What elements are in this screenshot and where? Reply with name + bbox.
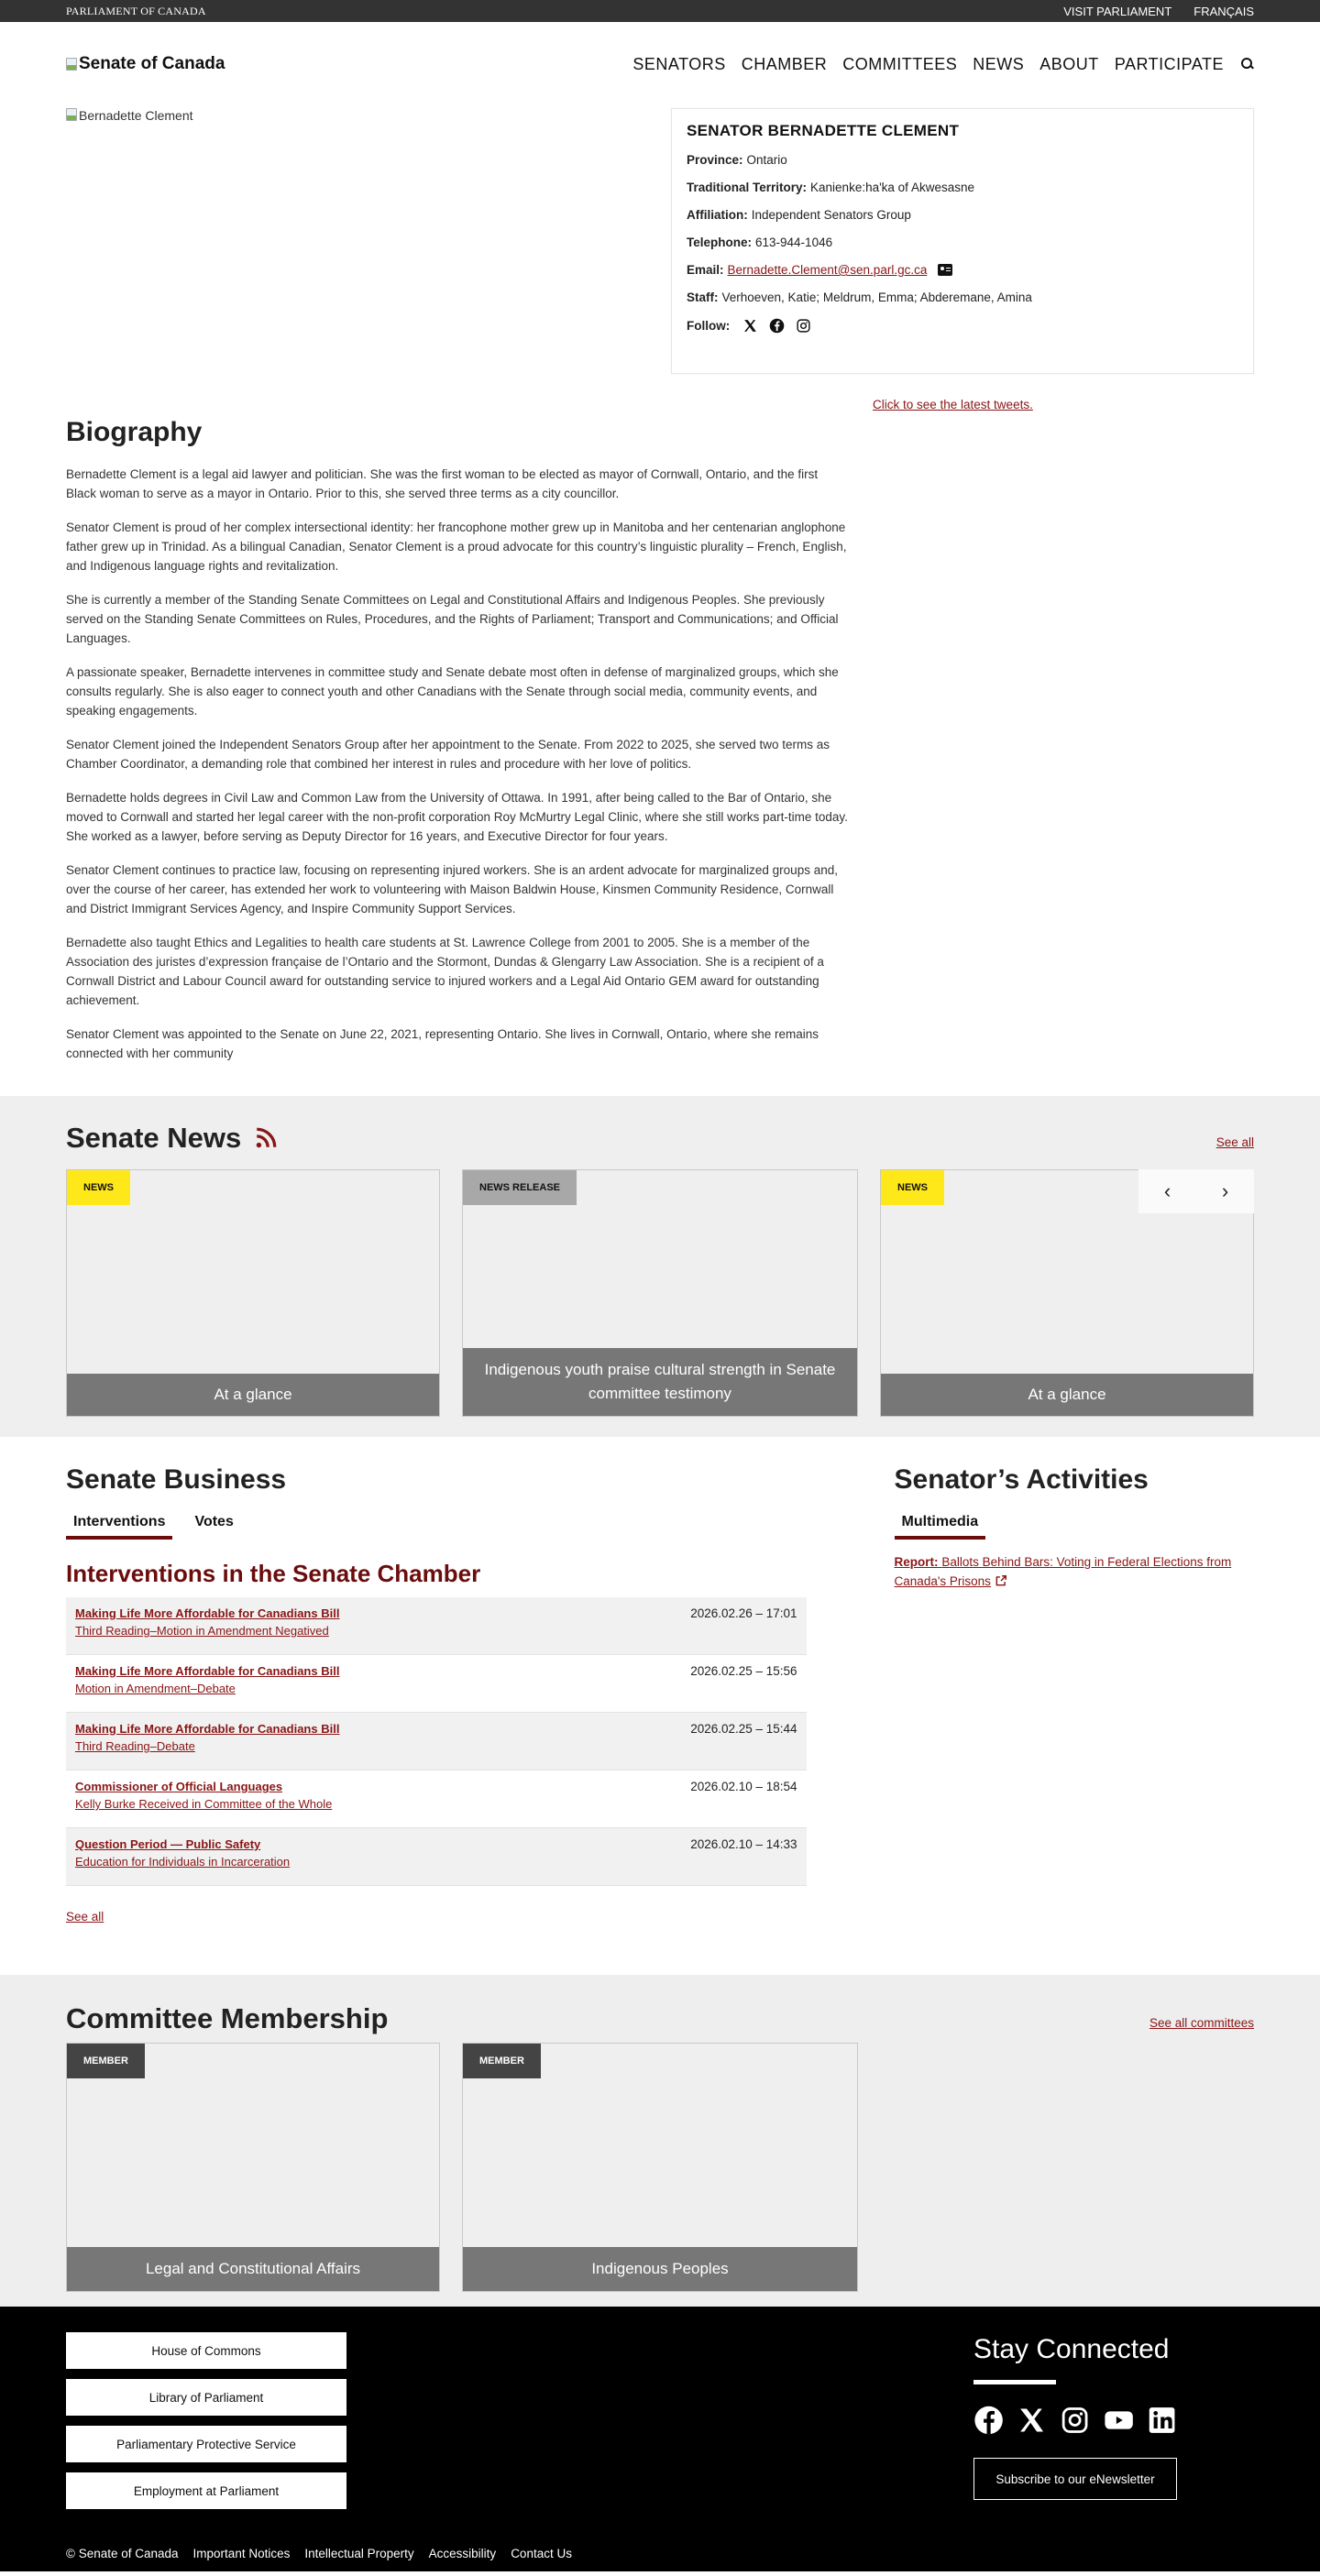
staff-row [687,290,1238,304]
territory-value: Kanienke:ha'ka of Akwesasne [810,181,974,194]
parliament-topbar [0,0,1320,22]
province-row [687,153,1238,167]
nav-chamber[interactable]: CHAMBER [741,54,828,73]
tweets-row [0,398,1320,411]
email-label: Email: [687,263,724,277]
news-see-all-link[interactable]: See all [1216,1135,1254,1149]
staff-value: Verhoeven, Katie; Meldrum, Emma; Abderemane, Amina [721,290,1032,304]
intervention-row [66,1770,807,1828]
bio-paragraph: She is currently a member of the Standing Senate Committees on Legal and Constitutional Affairs and Indigenous Peoples. She previously served on the Standing Senate Committees on Rules, Procedures, and the Rights of Parliament; Transport and Communications; and Official Languages. [66,593,839,645]
member-tag: MEMBER [463,2044,541,2078]
bio-paragraph: Senator Clement was appointed to the Senate on June 22, 2021, representing Ontario. She lives in Cornwall, Ontario, where she remains connected with her community [66,1027,819,1060]
library-of-parliament-link[interactable]: Library of Parliament [66,2379,346,2416]
bio-paragraph: Senator Clement continues to practice law, focusing on representing injured workers. She is an ardent advocate for marginalized groups and, over the course of her career, has extended her work to volunteering with Maison Baldwin House, Kinsmen Community Residence, Cornwall and District Immigrant Services Agency, and Inspire Community Support Services. [66,863,838,915]
interventions-see-all-link[interactable]: See all [66,1910,104,1924]
tab-multimedia[interactable]: Multimedia [895,1514,986,1540]
news-carousel [66,1169,1254,1417]
province-label: Province: [687,153,743,167]
senator-activities [895,1464,1254,1925]
activity-item [895,1552,1254,1591]
senate-business [66,1464,807,1925]
contact-us-link[interactable]: Contact Us [511,2547,572,2560]
carousel-controls [1138,1169,1254,1213]
affiliation-value: Independent Senators Group [751,208,911,222]
senator-profile [0,108,1320,374]
search-icon[interactable] [1241,58,1254,71]
email-link[interactable]: Bernadette.Clement@sen.parl.gc.ca [727,263,928,277]
intervention-title-link[interactable]: Making Life More Affordable for Canadians Bill [75,1606,340,1620]
activities-title: Senator’s Activities [894,1464,1149,1495]
intervention-title-link[interactable]: Question Period — Public Safety [75,1837,261,1851]
news-card[interactable] [462,1169,858,1417]
x-icon[interactable] [1017,2405,1047,2436]
intervention-row [66,1713,807,1770]
protective-service-link[interactable]: Parliamentary Protective Service [66,2426,346,2462]
senator-photo [66,108,671,374]
language-toggle-link[interactable]: FRANÇAIS [1194,4,1254,18]
intervention-title-link[interactable]: Making Life More Affordable for Canadians Bill [75,1722,340,1736]
bio-paragraph: Bernadette Clement is a legal aid lawyer and politician. She was the first woman to be elected as mayor of Cornwall, Ontario, and the first Black woman to serve as a mayor in Ontario. Prior to this, she served three terms as a city councillor. [66,467,819,500]
bio-paragraph: A passionate speaker, Bernadette intervenes in committee study and Senate debate most often in defense of marginalized groups, which she consults regularly. She is also eager to connect youth and other Canadians with the Senate through social media, community events, and speaking engagements. [66,665,839,718]
external-link-icon [995,1574,1007,1587]
broken-image-icon [66,108,77,121]
linkedin-icon[interactable] [1147,2405,1177,2436]
stay-connected [974,2334,1177,2500]
intervention-row [66,1828,807,1886]
news-tag: NEWS [67,1170,130,1205]
report-label: Report: [894,1555,939,1569]
carousel-prev-button[interactable]: ‹ [1163,1179,1172,1202]
rss-icon[interactable] [254,1126,278,1150]
intervention-row [66,1597,807,1655]
employment-link[interactable]: Employment at Parliament [66,2472,346,2509]
news-caption: Indigenous youth praise cultural strength in Senate committee testimony [463,1348,857,1416]
business-title: Senate Business [66,1464,287,1495]
bio-paragraph: Senator Clement joined the Independent Senators Group after her appointment to the Senate. From 2022 to 2025, she served two terms as Chamber Coordinator, a demanding role that combined her interest in rules and procedure with her love of politics. [66,738,830,771]
interventions-title: Interventions in the Senate Chamber [66,1560,481,1587]
member-tag: MEMBER [67,2044,145,2078]
senate-logo[interactable] [66,54,225,74]
x-icon[interactable] [742,318,758,334]
intervention-date: 2026.02.25 – 15:44 [690,1722,798,1736]
stay-connected-title: Stay Connected [974,2334,1170,2364]
intervention-subtitle-link[interactable]: Third Reading–Motion in Amendment Negatived [75,1624,329,1638]
affiliation-row [687,208,1238,222]
biography-title: Biography [66,417,203,447]
news-heading [66,1122,278,1155]
news-release-tag: NEWS RELEASE [463,1170,577,1205]
committee-cards [66,2043,1254,2292]
activities-tabs [895,1514,1254,1540]
visit-parliament-link[interactable]: VISIT PARLIAMENT [1063,4,1172,18]
news-tag: NEWS [881,1170,944,1205]
intervention-date: 2026.02.25 – 15:56 [690,1664,798,1678]
latest-tweets-link[interactable]: Click to see the latest tweets. [873,398,1033,411]
activity-report-link[interactable] [895,1555,1232,1588]
main-nav [632,55,1254,74]
house-of-commons-link[interactable]: House of Commons [66,2332,346,2369]
bio-paragraph: Bernadette holds degrees in Civil Law and Common Law from the University of Ottawa. In 1991, after being called to the Bar of Ontario, she moved to Cornwall and started her legal career with the non-profit corporation Roy McMurtry Legal Clinic, where she still works part-time today. She worked as a lawyer, before serving as Deputy Director for 16 years, and Executive Director for four years. [66,791,848,843]
affiliation-label: Affiliation: [687,208,748,222]
important-notices-link[interactable]: Important Notices [192,2547,291,2560]
biography-section [0,417,917,1063]
intellectual-property-link[interactable]: Intellectual Property [304,2547,414,2560]
see-all-committees-link[interactable]: See all committees [1149,2016,1254,2030]
committees-title: Committee Membership [66,2002,389,2034]
nav-senators[interactable]: SENATORS [632,54,726,73]
committee-membership-section [0,1975,1320,2307]
intervention-subtitle-link[interactable]: Kelly Burke Received in Committee of the Whole [75,1797,333,1811]
intervention-date: 2026.02.26 – 17:01 [690,1606,798,1620]
instagram-icon[interactable] [1060,2405,1090,2436]
committee-card[interactable] [462,2043,858,2292]
intervention-date: 2026.02.10 – 14:33 [690,1837,798,1851]
logo-alt-text: Senate of Canada [79,54,226,73]
nav-news[interactable]: NEWS [973,54,1025,73]
intervention-date: 2026.02.10 – 18:54 [690,1780,798,1793]
copyright-link[interactable]: © Senate of Canada [66,2547,179,2560]
carousel-next-button[interactable]: › [1221,1179,1229,1202]
footer-social-icons [974,2405,1177,2436]
news-caption: At a glance [67,1374,439,1416]
intervention-subtitle-link[interactable]: Education for Individuals in Incarceration [75,1855,291,1869]
senator-name: SENATOR BERNADETTE CLEMENT [687,122,960,139]
facebook-icon[interactable] [769,318,785,334]
intervention-row [66,1655,807,1713]
news-caption: At a glance [881,1374,1253,1416]
email-row [687,263,1238,277]
nav-participate[interactable]: PARTICIPATE [1114,54,1224,73]
nav-committees[interactable]: COMMITTEES [842,54,958,73]
business-tabs [66,1514,807,1540]
province-value: Ontario [746,153,787,167]
committee-caption: Indigenous Peoples [463,2247,857,2291]
follow-row [687,318,1238,334]
instagram-icon[interactable] [796,318,811,334]
news-card[interactable] [66,1169,440,1417]
tab-votes[interactable]: Votes [194,1514,234,1529]
telephone-row [687,236,1238,249]
territory-label: Traditional Territory: [687,181,808,194]
senator-info-box [671,108,1254,374]
photo-alt-text: Bernadette Clement [79,108,193,123]
facebook-icon[interactable] [974,2405,1004,2436]
title-underline [974,2380,1056,2384]
footer-links [66,2332,346,2509]
subscribe-newsletter-button[interactable]: Subscribe to our eNewsletter [974,2458,1177,2500]
bio-paragraph: Senator Clement is proud of her complex intersectional identity: her francophone mother grew up in Manitoba and her centenarian anglophone father grew up in Trinidad. As a bilingual Canadian, Senator Clement is a proud advocate for this country’s linguistic plurality – French, English, and Indigenous language rights and revitalization. [66,521,847,573]
bio-paragraph: Bernadette also taught Ethics and Legalities to health care students at St. Lawrence College from 2001 to 2005. She is a member of the Association des juristes d’expression française de l’Ontario and the Stormont, Dundas & Glengarry Law Association. She is a recipient of a Cornwall District and Labour Council award for outstanding service to injured workers and a Legal Aid Ontario GEM award for outstanding achievement. [66,936,824,1007]
tab-interventions[interactable]: Interventions [66,1514,172,1540]
parliament-brand[interactable]: PARLIAMENT OF CANADA [66,4,206,17]
news-title: Senate News [66,1122,242,1154]
site-footer [0,2307,1320,2571]
broken-image-icon [66,58,77,71]
intervention-title-link[interactable]: Making Life More Affordable for Canadians Bill [75,1664,340,1678]
territory-row [687,181,1238,194]
site-header [0,22,1320,106]
telephone-value: 613-944-1046 [755,236,833,249]
youtube-icon[interactable] [1104,2405,1134,2436]
telephone-label: Telephone: [687,236,753,249]
committee-card[interactable] [66,2043,440,2292]
senate-news-section [0,1096,1320,1437]
intervention-subtitle-link[interactable]: Third Reading–Debate [75,1739,195,1753]
business-section [0,1464,1320,1925]
intervention-subtitle-link[interactable]: Motion in Amendment–Debate [75,1682,236,1695]
footer-bottom-links [66,2547,572,2560]
committee-caption: Legal and Constitutional Affairs [67,2247,439,2291]
report-title: Ballots Behind Bars: Voting in Federal Elections from Canada's Prisons [894,1555,1232,1588]
contact-card-icon[interactable] [938,264,952,276]
staff-label: Staff: [687,290,719,304]
accessibility-link[interactable]: Accessibility [428,2547,497,2560]
nav-about[interactable]: ABOUT [1040,54,1099,73]
intervention-title-link[interactable]: Commissioner of Official Languages [75,1780,283,1793]
follow-label: Follow: [687,319,731,333]
